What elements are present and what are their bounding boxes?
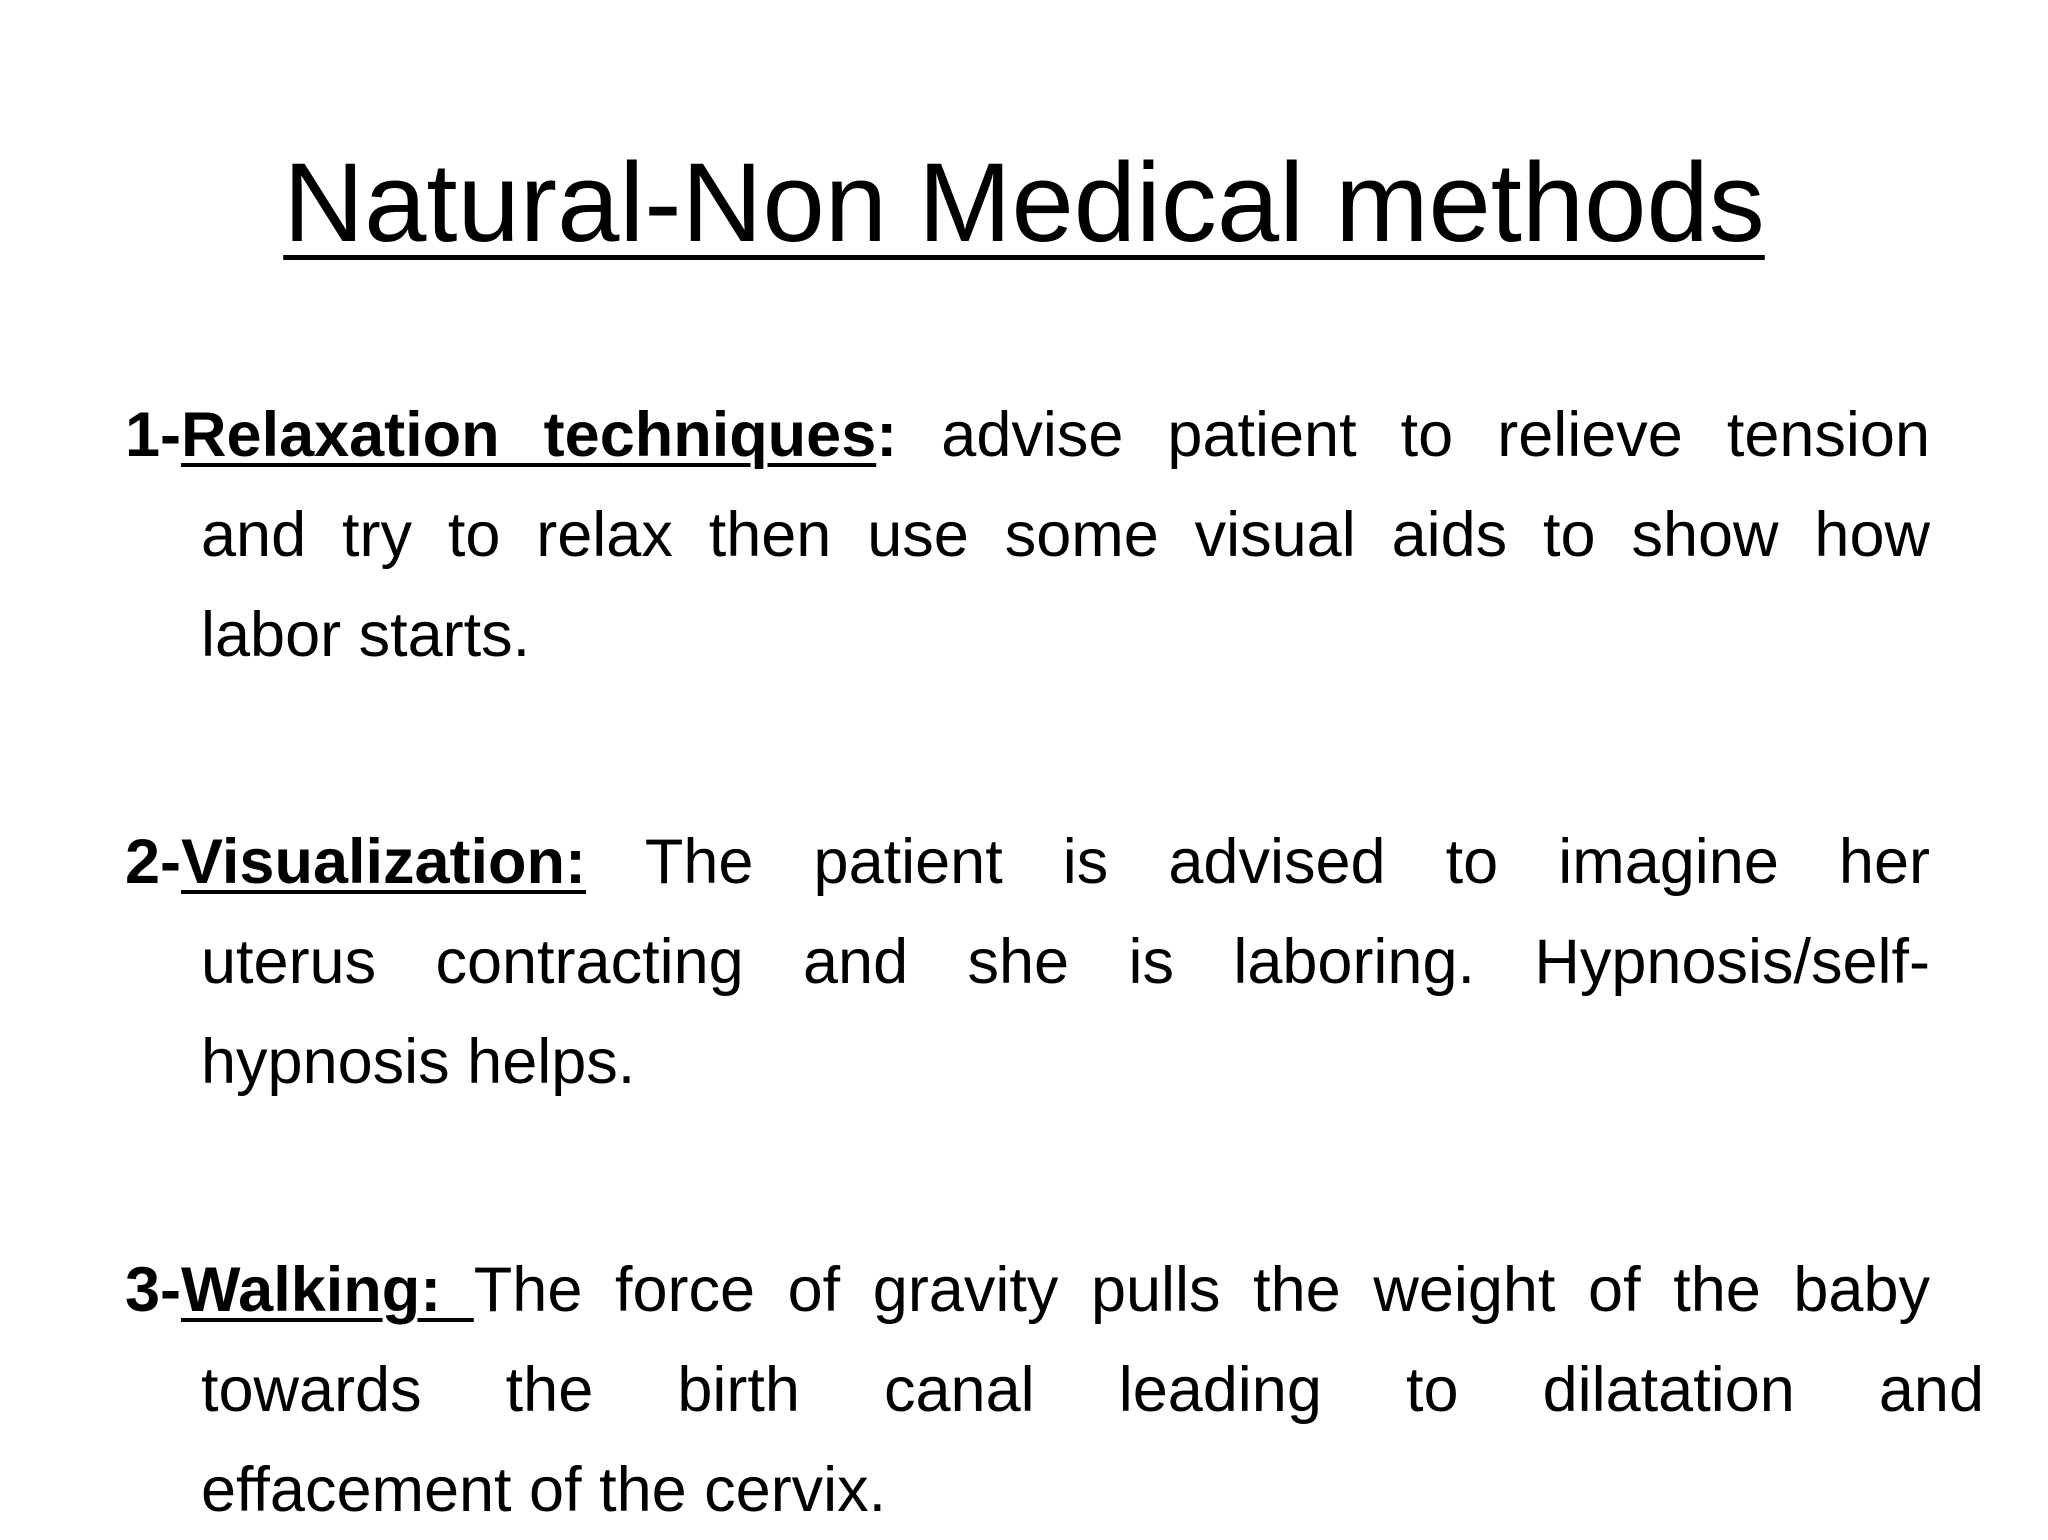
slide-title-text: Natural-Non Medical methods — [283, 140, 1765, 265]
slide-title — [0, 138, 2048, 268]
item-line — [201, 485, 1930, 585]
item-text: labor starts. — [201, 600, 531, 670]
item-line — [201, 1012, 1930, 1112]
item-term: Relaxation techniques — [181, 400, 877, 470]
item-text: and try to relax then use some visual aids to show how — [201, 500, 1930, 570]
item-number: 1- — [125, 400, 182, 470]
item-text: towards the birth canal leading to dilatation and — [201, 1355, 1984, 1425]
method-item-relaxation — [125, 385, 1930, 685]
method-item-visualization — [125, 812, 1930, 1112]
item-term: Walking: — [181, 1255, 474, 1325]
item-line — [201, 1440, 1930, 1540]
item-line — [201, 1340, 1984, 1440]
method-item-walking — [125, 1240, 1984, 1540]
item-text: advise patient to relieve tension — [897, 400, 1930, 470]
item-text: effacement of the cervix. — [201, 1455, 887, 1525]
item-text: uterus contracting and she is laboring. Hypnosis/self- — [201, 927, 1930, 997]
item-line — [125, 1240, 1930, 1340]
item-number: 2- — [125, 827, 182, 897]
item-line — [125, 385, 1930, 485]
item-text: hypnosis helps. — [201, 1027, 636, 1097]
item-text: The patient is advised to imagine her — [585, 827, 1930, 897]
item-text: The force of gravity pulls the weight of the baby — [473, 1255, 1930, 1325]
item-colon: : — [876, 400, 898, 470]
item-line — [125, 812, 1930, 912]
item-line — [201, 912, 1930, 1012]
item-term: Visualization: — [181, 827, 586, 897]
item-line — [201, 585, 1930, 685]
item-number: 3- — [125, 1255, 182, 1325]
